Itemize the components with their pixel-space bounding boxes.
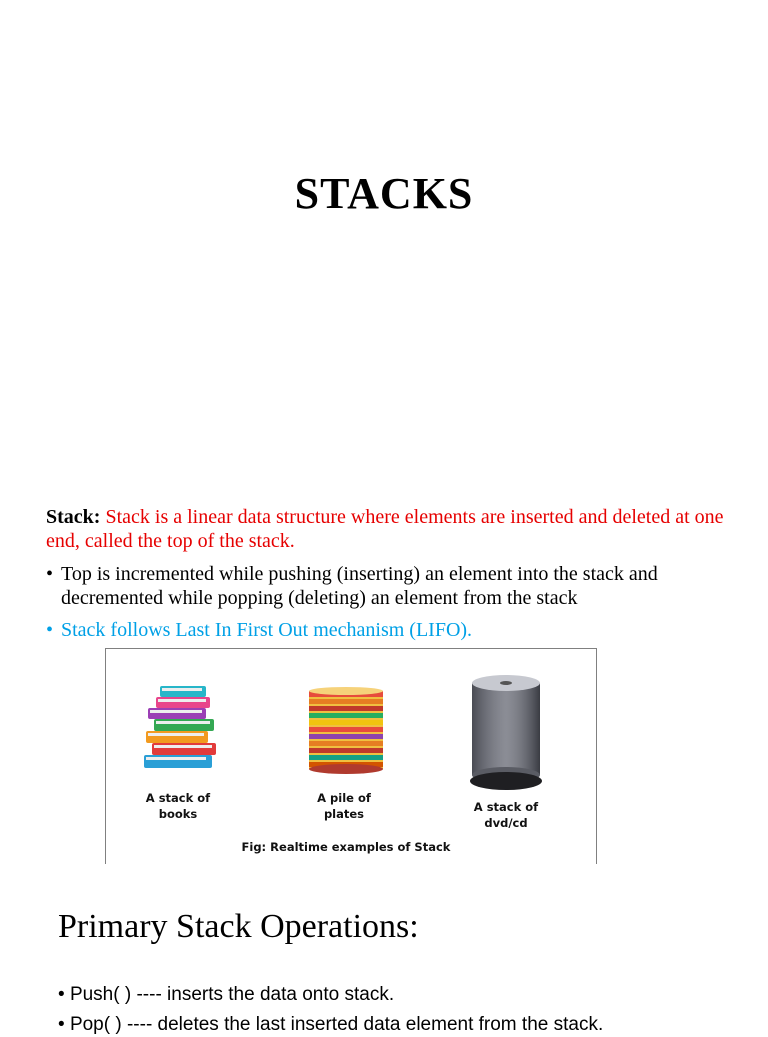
- operation-push: [58, 983, 758, 1007]
- operation-text: Pop( ) ---- deletes the last inserted data element from the stack.: [69, 1014, 604, 1035]
- book-stack-icon: [134, 679, 229, 774]
- operation-text: Push( ) ---- inserts the data onto stack.: [69, 984, 395, 1005]
- bullet-marker: •: [46, 619, 54, 641]
- operation-pop: [58, 1013, 758, 1037]
- bullet-marker: •: [46, 563, 54, 585]
- definition-term: Stack:: [46, 506, 101, 528]
- bullet-top-pointer: [46, 562, 736, 610]
- figure-caption: Fig: Realtime examples of Stack: [241, 840, 451, 854]
- caption-dvd: A stack of dvd/cd: [473, 800, 539, 830]
- bullet-lifo: [46, 618, 736, 642]
- caption-books: A stack of books: [145, 791, 211, 821]
- caption-plates: A pile of plates: [317, 791, 371, 821]
- stack-definition: [46, 505, 736, 553]
- bullet-text: Stack follows Last In First Out mechanism (LIFO).: [61, 619, 473, 641]
- slide-title: STACKS: [294, 169, 474, 218]
- plate-stack-icon: [301, 685, 391, 777]
- bullet-text: Top is incremented while pushing (inserting) an element into the stack and decremented while popping (deleting) an element from the stack: [61, 563, 658, 609]
- definition-text: Stack is a linear data structure where elements are inserted and deleted at one end, called the top of the stack.: [46, 506, 724, 552]
- dvd-spindle-icon: [466, 675, 546, 795]
- bullet-marker: •: [58, 1014, 65, 1035]
- operations-heading: Primary Stack Operations:: [58, 908, 419, 945]
- stack-examples-figure: [105, 648, 597, 864]
- bullet-marker: •: [58, 984, 65, 1005]
